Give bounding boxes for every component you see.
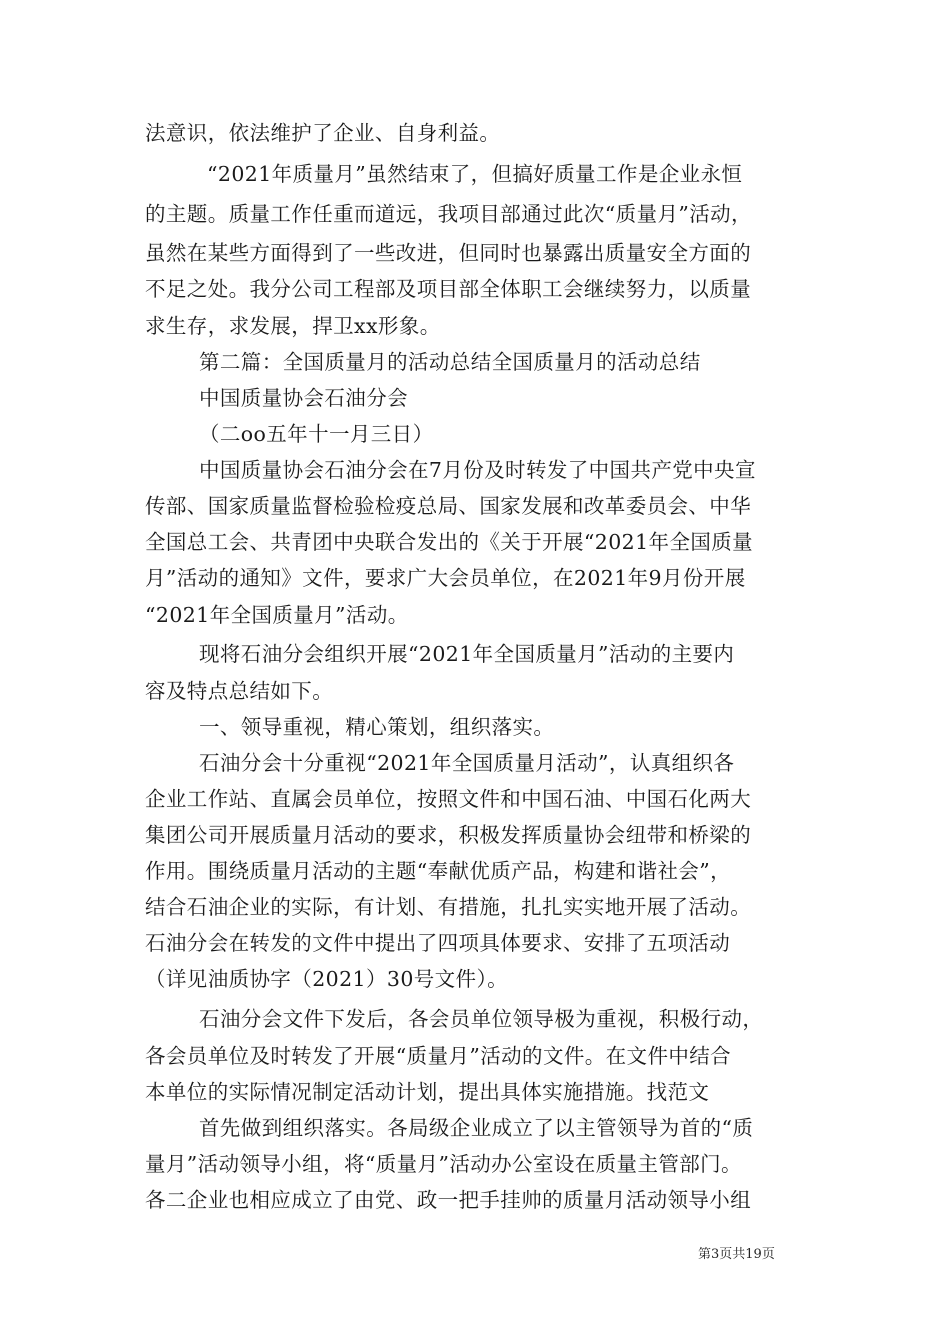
text-line-2: “2021年质量月”虽然结束了，但搞好质量工作是企业永恒 (207, 162, 743, 186)
text-line-24: （详见油质协字（2021）30号文件）。 (145, 967, 509, 991)
text-line-6: 求生存，求发展，捍卫xx形象。 (145, 314, 441, 338)
text-line-26: 各会员单位及时转发了开展“质量月”活动的文件。在文件中结合 (145, 1044, 732, 1068)
text-line-11: 传部、国家质量监督检验检疫总局、国家发展和改革委员会、中华 (145, 494, 752, 518)
text-line-21: 作用。围绕质量月活动的主题“奉献优质产品，构建和谐社会”， (145, 859, 732, 883)
text-line-22: 结合石油企业的实际，有计划、有措施，扎扎实实地开展了活动。 (145, 895, 752, 919)
section-heading: 第二篇：全国质量月的活动总结全国质量月的活动总结 (199, 350, 701, 374)
text-line-20: 集团公司开展质量月活动的要求，积极发挥质量协会纽带和桥梁的 (145, 823, 752, 847)
text-line-1: 法意识，依法维护了企业、自身利益。 (145, 121, 501, 145)
text-line-4: 虽然在某些方面得到了一些改进，但同时也暴露出质量安全方面的 (145, 241, 752, 265)
text-line-23: 石油分会在转发的文件中提出了四项具体要求、安排了五项活动 (145, 931, 731, 955)
date-line: （二oo五年十一月三日） (199, 422, 434, 446)
subheading-1: 一、领导重视，精心策划，组织落实。 (199, 715, 555, 739)
text-line-13: 月”活动的通知》文件，要求广大会员单位，在2021年9月份开展 (145, 566, 746, 590)
text-line-12: 全国总工会、共青团中央联合发出的《关于开展“2021年全国质量 (145, 530, 754, 554)
text-line-18: 石油分会十分重视“2021年全国质量月活动”，认真组织各 (199, 751, 735, 775)
text-line-10: 中国质量协会石油分会在7月份及时转发了中国共产党中央宣 (199, 458, 756, 482)
text-line-25: 石油分会文件下发后，各会员单位领导极为重视，积极行动， (199, 1007, 764, 1031)
page-number: 第3页共19页 (698, 1247, 775, 1262)
text-line-16: 容及特点总结如下。 (145, 679, 334, 703)
text-line-14: “2021年全国质量月”活动。 (145, 603, 409, 627)
text-line-19: 企业工作站、直属会员单位，按照文件和中国石油、中国石化两大 (145, 787, 752, 811)
organization-name: 中国质量协会石油分会 (199, 386, 408, 410)
text-line-3: 的主题。质量工作任重而道远，我项目部通过此次“质量月”活动， (145, 202, 752, 226)
text-line-5: 不足之处。我分公司工程部及项目部全体职工会继续努力，以质量 (145, 277, 752, 301)
text-line-27: 本单位的实际情况制定活动计划，提出具体实施措施。找范文 (145, 1080, 710, 1104)
text-line-30: 各二企业也相应成立了由党、政一把手挂帅的质量月活动领导小组 (145, 1188, 752, 1212)
text-line-29: 量月”活动领导小组，将“质量月”活动办公室设在质量主管部门。 (145, 1152, 742, 1176)
text-line-28: 首先做到组织落实。各局级企业成立了以主管领导为首的“质 (199, 1116, 754, 1140)
text-line-15: 现将石油分会组织开展“2021年全国质量月”活动的主要内 (199, 642, 735, 666)
